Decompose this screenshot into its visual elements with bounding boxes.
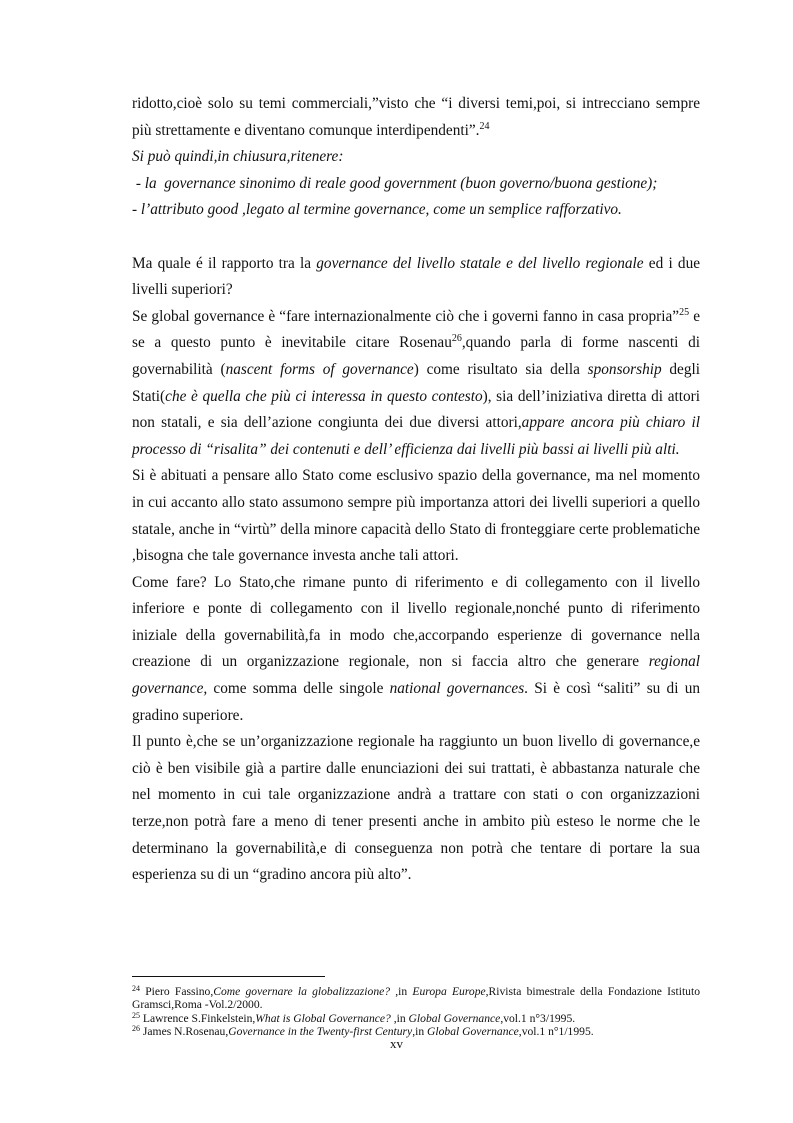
fn25-journal: Global Governance [408, 1011, 501, 1025]
footnote-24-number: 24 [132, 984, 140, 993]
footnote-ref-25: 25 [679, 306, 690, 318]
fn24-text-c: ,in [390, 985, 413, 998]
p8-italic-b: regional governance, [132, 653, 700, 698]
fn25-text-c: ,in [390, 1011, 409, 1025]
fn26-journal: Global Governance [427, 1025, 519, 1039]
fn24-title: Come governare la globalizzazione? [213, 985, 391, 998]
p6-italic-h: che è quella che più ci interessa in questo contesto [165, 387, 483, 405]
p6-italic-f: sponsorship [587, 360, 662, 378]
list-item-1: - la governance sinonimo di reale good government (buon governo/buona gestione); [132, 174, 658, 192]
p6-italic-j: appare ancora più chiaro il processo di “risalita” dei contenuti e dell’ efficienza dai livelli più bassi ai livelli più alti. [132, 414, 700, 458]
paragraph-2: Si può quindi,in chiusura,ritenere: [132, 148, 344, 166]
p8-text-a: Come fare? Lo Stato,che rimane punto di riferimento e di collegamento con il livello inferiore e ponte di collegamento con il livello regionale,nonché punto di riferimento iniziale della governabilità,fa in modo che,accorpando esperienze di governance nella creazione di un organizzazione regionale, non si faccia altro che generare [132, 573, 700, 671]
p8-italic-d: national governances [389, 680, 525, 698]
p6-text-a: Se global governance è “fare internazionalmente ciò che i governi fanno in casa propria” [132, 307, 680, 325]
page-number: xv [390, 1036, 403, 1051]
footnotes [132, 985, 700, 1039]
paragraph-gap [132, 224, 700, 251]
p5-text-c: ed i due livelli superiori? [132, 254, 701, 299]
footnote-ref-24: 24 [479, 120, 490, 132]
p8-text-c: come somma delle singole [207, 680, 390, 698]
p6-text-g: degli Stati( [132, 360, 700, 405]
paragraph-6 [132, 304, 700, 464]
list-item-2: - l’attributo good ,legato al termine governance, come un semplice rafforzativo. [132, 201, 622, 219]
p5-text-a: Ma quale é il rapporto tra la [132, 254, 317, 272]
fn25-text-a: Lawrence S.Finkelstein, [140, 1011, 256, 1025]
paragraph-1-text: ridotto,cioè solo su temi commerciali,”visto che “i diversi temi,poi, si intrecciano sempre più strettamente e diventano comunque interdipendenti”. [132, 95, 700, 139]
p8-text-e: . Si è così “saliti” su di un gradino superiore. [132, 680, 700, 724]
fn24-text-a: Piero Fassino, [140, 985, 214, 998]
footnote-25-number: 25 [132, 1010, 140, 1020]
paragraph-5 [132, 251, 700, 304]
fn25-title: What is Global Governance? [255, 1011, 391, 1025]
fn24-journal: Europa Europe [412, 985, 486, 998]
footnote-25 [132, 1012, 700, 1025]
p6-text-i: ), sia dell’iniziativa diretta di attori non statali, e sia dell’azione congiunta dei due diversi attori, [132, 387, 700, 432]
p6-text-e: ) come risultato sia della [413, 360, 588, 378]
fn26-text-e: ,vol.1 n°1/1995. [518, 1025, 594, 1039]
fn24-text-e: ,Rivista bimestrale della Fondazione Istituto Gramsci,Roma -Vol.2/2000. [132, 985, 700, 1012]
fn25-text-e: ,vol.1 n°3/1995. [500, 1011, 576, 1025]
footnote-ref-26: 26 [451, 333, 462, 345]
footnote-separator [132, 976, 325, 977]
fn26-title: Governance in the Twenty-first Century [228, 1025, 413, 1039]
p6-text-c: ,quando parla di forme nascenti di governabilità ( [132, 334, 700, 378]
fn26-text-c: ,in [412, 1025, 428, 1039]
paragraph-7: Si è abituati a pensare allo Stato come esclusivo spazio della governance, ma nel momento in cui accanto allo stato assumono sempre più importanza attori dei livelli superiori a quello statale, anche in “virtù” della minore capacità dello Stato di fronteggiare certe problematiche ,bisogna che tale governance investa anche tali attori. [132, 467, 700, 565]
p5-italic: governance del livello statale e del livello regionale [316, 254, 644, 272]
fn26-text-a: James N.Rosenau, [140, 1025, 229, 1039]
p6-text-b: e se a questo punto è inevitabile citare Rosenau [132, 307, 700, 352]
footnote-24 [132, 985, 700, 1012]
paragraph-9: Il punto è,che se un’organizzazione regionale ha raggiunto un buon livello di governance,e ciò è ben visibile già a partire dalle enunciazioni dei sui trattati, è abbastanza naturale che nel momento in cui tale organizzazione andrà a trattare con stati o con organizzazioni terze,non potrà fare a meno di tener presenti anche in ambito più esteso le norme che le determinano la governabilità,e di conseguenza non potrà che tentare di portare la sua esperienza su di un “gradino ancora più alto”. [132, 733, 700, 884]
footnote-26-number: 26 [132, 1024, 140, 1034]
paragraph-1 [132, 91, 700, 144]
body-text [132, 91, 700, 889]
paragraph-8 [132, 570, 700, 730]
p6-italic-d: nascent forms of governance [225, 360, 414, 378]
